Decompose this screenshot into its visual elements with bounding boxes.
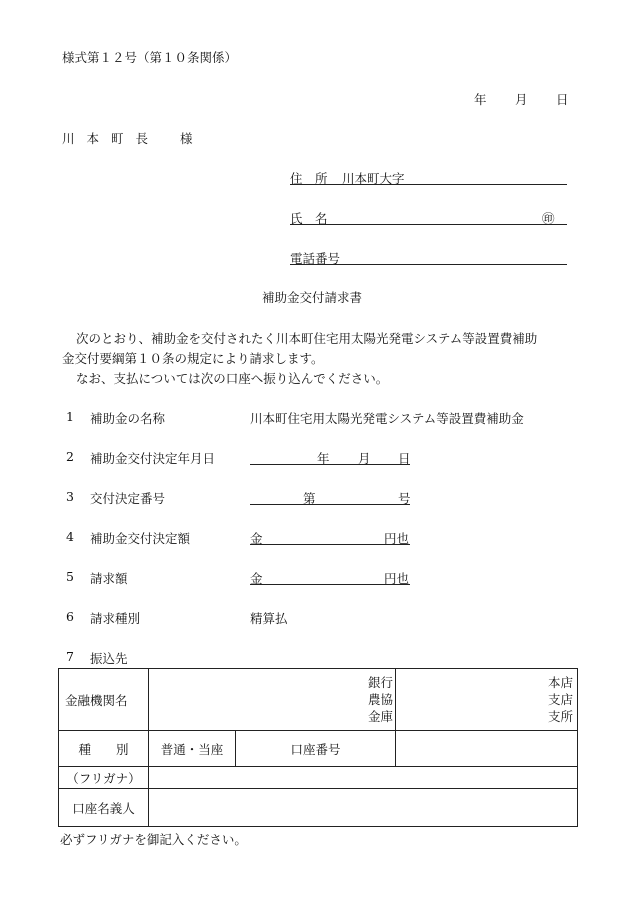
item-label-subsidy-name: 補助金の名称 [90,411,166,426]
furigana-row [59,767,578,789]
branch-type-sub: 支所 [548,709,574,724]
name-underline [290,224,567,225]
inst-type-kinko: 金庫 [368,709,394,724]
holder-label: 口座名義人 [72,800,135,816]
furigana-label: （フリガナ） [66,770,141,786]
item-number: 7 [66,649,74,664]
item-number: 4 [66,529,74,544]
item-number: 5 [66,569,74,584]
item-label-decision-number: 交付決定番号 [90,491,166,506]
phone-label: 電話番号 [290,251,341,266]
item-label-decision-amount: 補助金交付決定額 [90,531,191,546]
decision-year-label: 年 [317,451,330,466]
body-line-3: なお、支払については次の口座へ振り込んでください。 [76,371,389,386]
holder-label-cell [59,789,149,827]
decision-day-label: 日 [398,451,411,466]
type-label-cell [59,731,149,767]
inst-type-bank: 銀行 [368,675,394,690]
item-label-transfer-destination: 振込先 [90,651,128,666]
institution-label: 金融機関名 [65,692,128,708]
body-line-2: 金交付要綱第１０条の規定により請求します。 [62,351,324,366]
decision-amount-suffix: 円也 [384,531,410,546]
inst-type-coop: 農協 [368,692,394,707]
decision-number-prefix: 第 [303,491,316,506]
address-value: 川本町大字 [342,171,405,186]
furigana-cell[interactable] [149,767,578,789]
account-holder-cell[interactable] [149,789,578,827]
claim-type-value: 精算払 [250,611,288,626]
form-number: 様式第１２号（第１０条関係） [62,50,238,65]
account-number-label-cell [236,731,396,767]
decision-number-underline [250,504,410,505]
bank-account-table [58,668,578,827]
footnote: 必ずフリガナを御記入ください。 [60,832,247,847]
decision-number-suffix: 号 [398,491,411,506]
type-label: 種 別 [78,741,129,757]
branch-name-cell[interactable] [396,669,578,731]
document-title: 補助金交付請求書 [262,290,363,305]
account-number-label: 口座番号 [290,741,341,757]
item-number: 1 [66,409,74,424]
claim-amount-prefix: 金 [250,571,263,586]
institution-label-cell [59,669,149,731]
account-holder-row [59,789,578,827]
institution-name-cell[interactable] [149,669,396,731]
phone-underline [290,264,567,265]
date-month-label: 月 [515,92,528,107]
institution-type-list [155,674,393,725]
subsidy-name-value: 川本町住宅用太陽光発電システム等設置費補助金 [250,411,524,426]
date-year-label: 年 [474,92,487,107]
item-number: 6 [66,609,74,624]
decision-date-underline [250,464,410,465]
branch-type-list [402,674,573,725]
decision-amount-underline [250,544,410,545]
address-label: 住 所 [290,171,328,186]
item-number: 3 [66,489,74,504]
address-underline [290,184,567,185]
institution-row [59,669,578,731]
decision-amount-prefix: 金 [250,531,263,546]
account-type-options: 普通・当座 [160,741,224,757]
branch-type-main: 本店 [548,675,574,690]
account-type-row [59,731,578,767]
item-label-claim-type: 請求種別 [90,611,141,626]
name-label: 氏 名 [290,211,328,226]
addressee: 川本町長 [62,131,161,146]
decision-month-label: 月 [358,451,371,466]
item-label-claim-amount: 請求額 [90,571,128,586]
branch-type-branch: 支店 [548,692,574,707]
date-day-label: 日 [556,92,569,107]
account-number-cell[interactable] [396,731,578,767]
furigana-label-cell [59,767,149,789]
item-label-decision-date: 補助金交付決定年月日 [90,451,216,466]
item-number: 2 [66,449,74,464]
claim-amount-suffix: 円也 [384,571,410,586]
claim-amount-underline [250,584,410,585]
body-line-1: 次のとおり、補助金を交付されたく川本町住宅用太陽光発電システム等設置費補助 [76,331,538,346]
addressee-suffix: 様 [180,131,193,146]
account-type-cell[interactable] [149,731,236,767]
seal-mark: ㊞ [542,211,555,226]
